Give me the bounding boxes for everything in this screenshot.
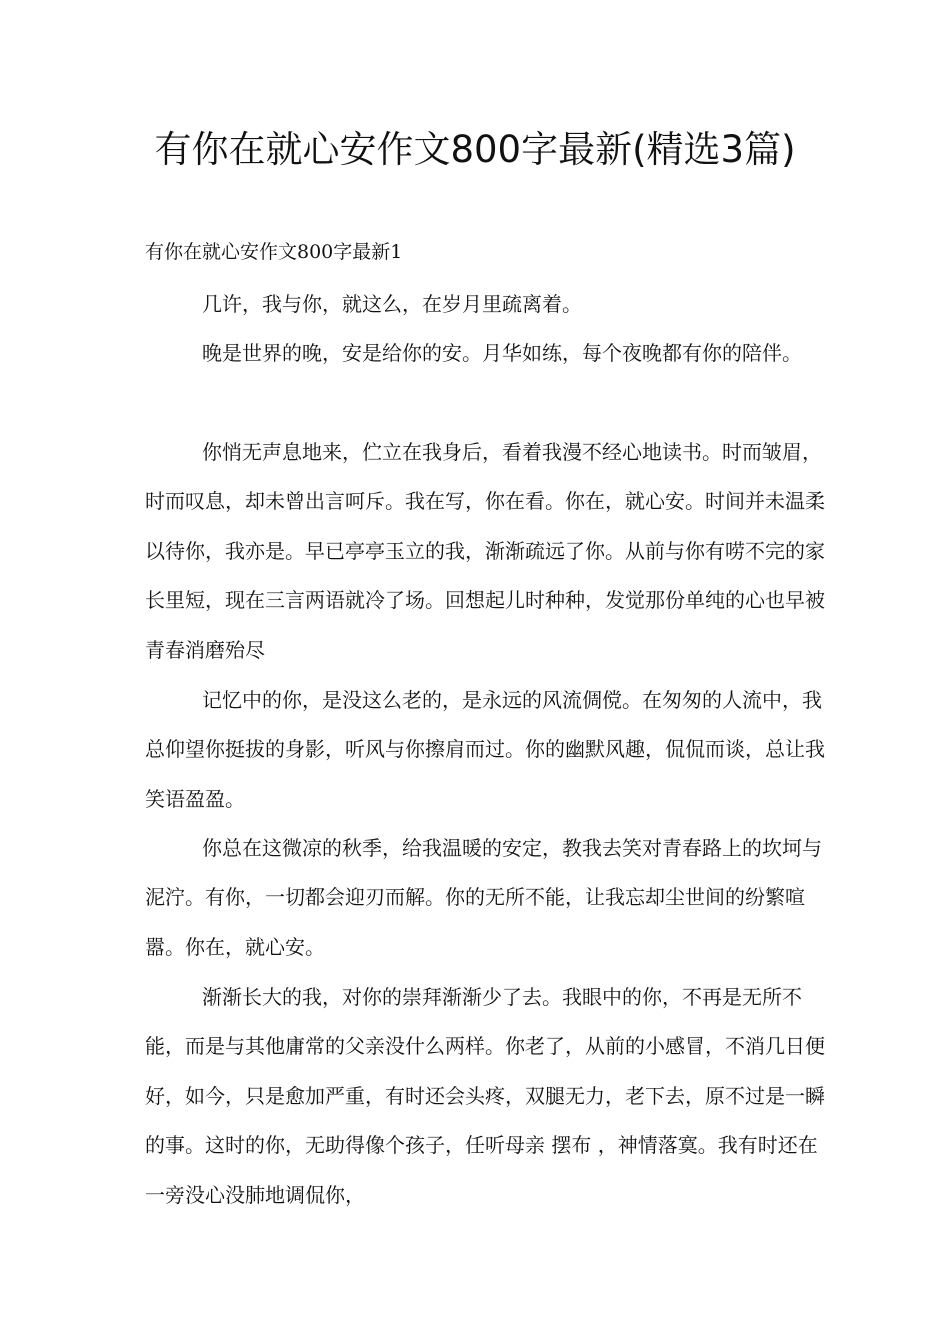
paragraph-6: 渐渐长大的我，对你的崇拜渐渐少了去。我眼中的你，不再是无所不能，而是与其他庸常的父亲没什么两样。你老了，从前的小感冒，不消几日便好，如今，只是愈加严重，有时还会头疼，双腿无力，老下去，原不过是一瞬的事。这时的你，无助得像个孩子，任听母亲 摆布 ，神情落寞。我有时还在一旁没心没肺地调侃你， — [145, 985, 825, 1207]
paragraph-2: 晚是世界的晚，安是给你的安。月华如练，每个夜晚都有你的陪伴。 — [202, 341, 802, 365]
section-heading: 有你在就心安作文800字最新1 — [145, 241, 403, 263]
paragraph-3: 你悄无声息地来，伫立在我身后，看着我漫不经心地读书。时而皱眉，时而叹息，却未曾出言呵斥。我在写，你在看。你在，就心安。时间并未温柔以待你，我亦是。早已亭亭玉立的我，渐渐疏远了你。从前与你有唠不完的家长里短，现在三言两语就冷了场。回想起儿时种种，发觉那份单纯的心也早被青春消磨殆尽 — [145, 440, 825, 662]
paragraph-5: 你总在这微凉的秋季，给我温暖的安定，教我去笑对青春路上的坎坷与泥泞。有你，一切都会迎刃而解。你的无所不能，让我忘却尘世间的纷繁喧嚣。你在，就心安。 — [145, 836, 822, 959]
document-title: 有你在就心安作文800字最新(精选3篇) — [154, 128, 796, 171]
paragraph-1: 几许，我与你，就这么，在岁月里疏离着。 — [202, 292, 582, 316]
paragraph-4: 记忆中的你，是没这么老的，是永远的风流倜傥。在匆匆的人流中，我总仰望你挺拔的身影，听风与你擦肩而过。你的幽默风趣，侃侃而谈，总让我笑语盈盈。 — [145, 688, 825, 811]
